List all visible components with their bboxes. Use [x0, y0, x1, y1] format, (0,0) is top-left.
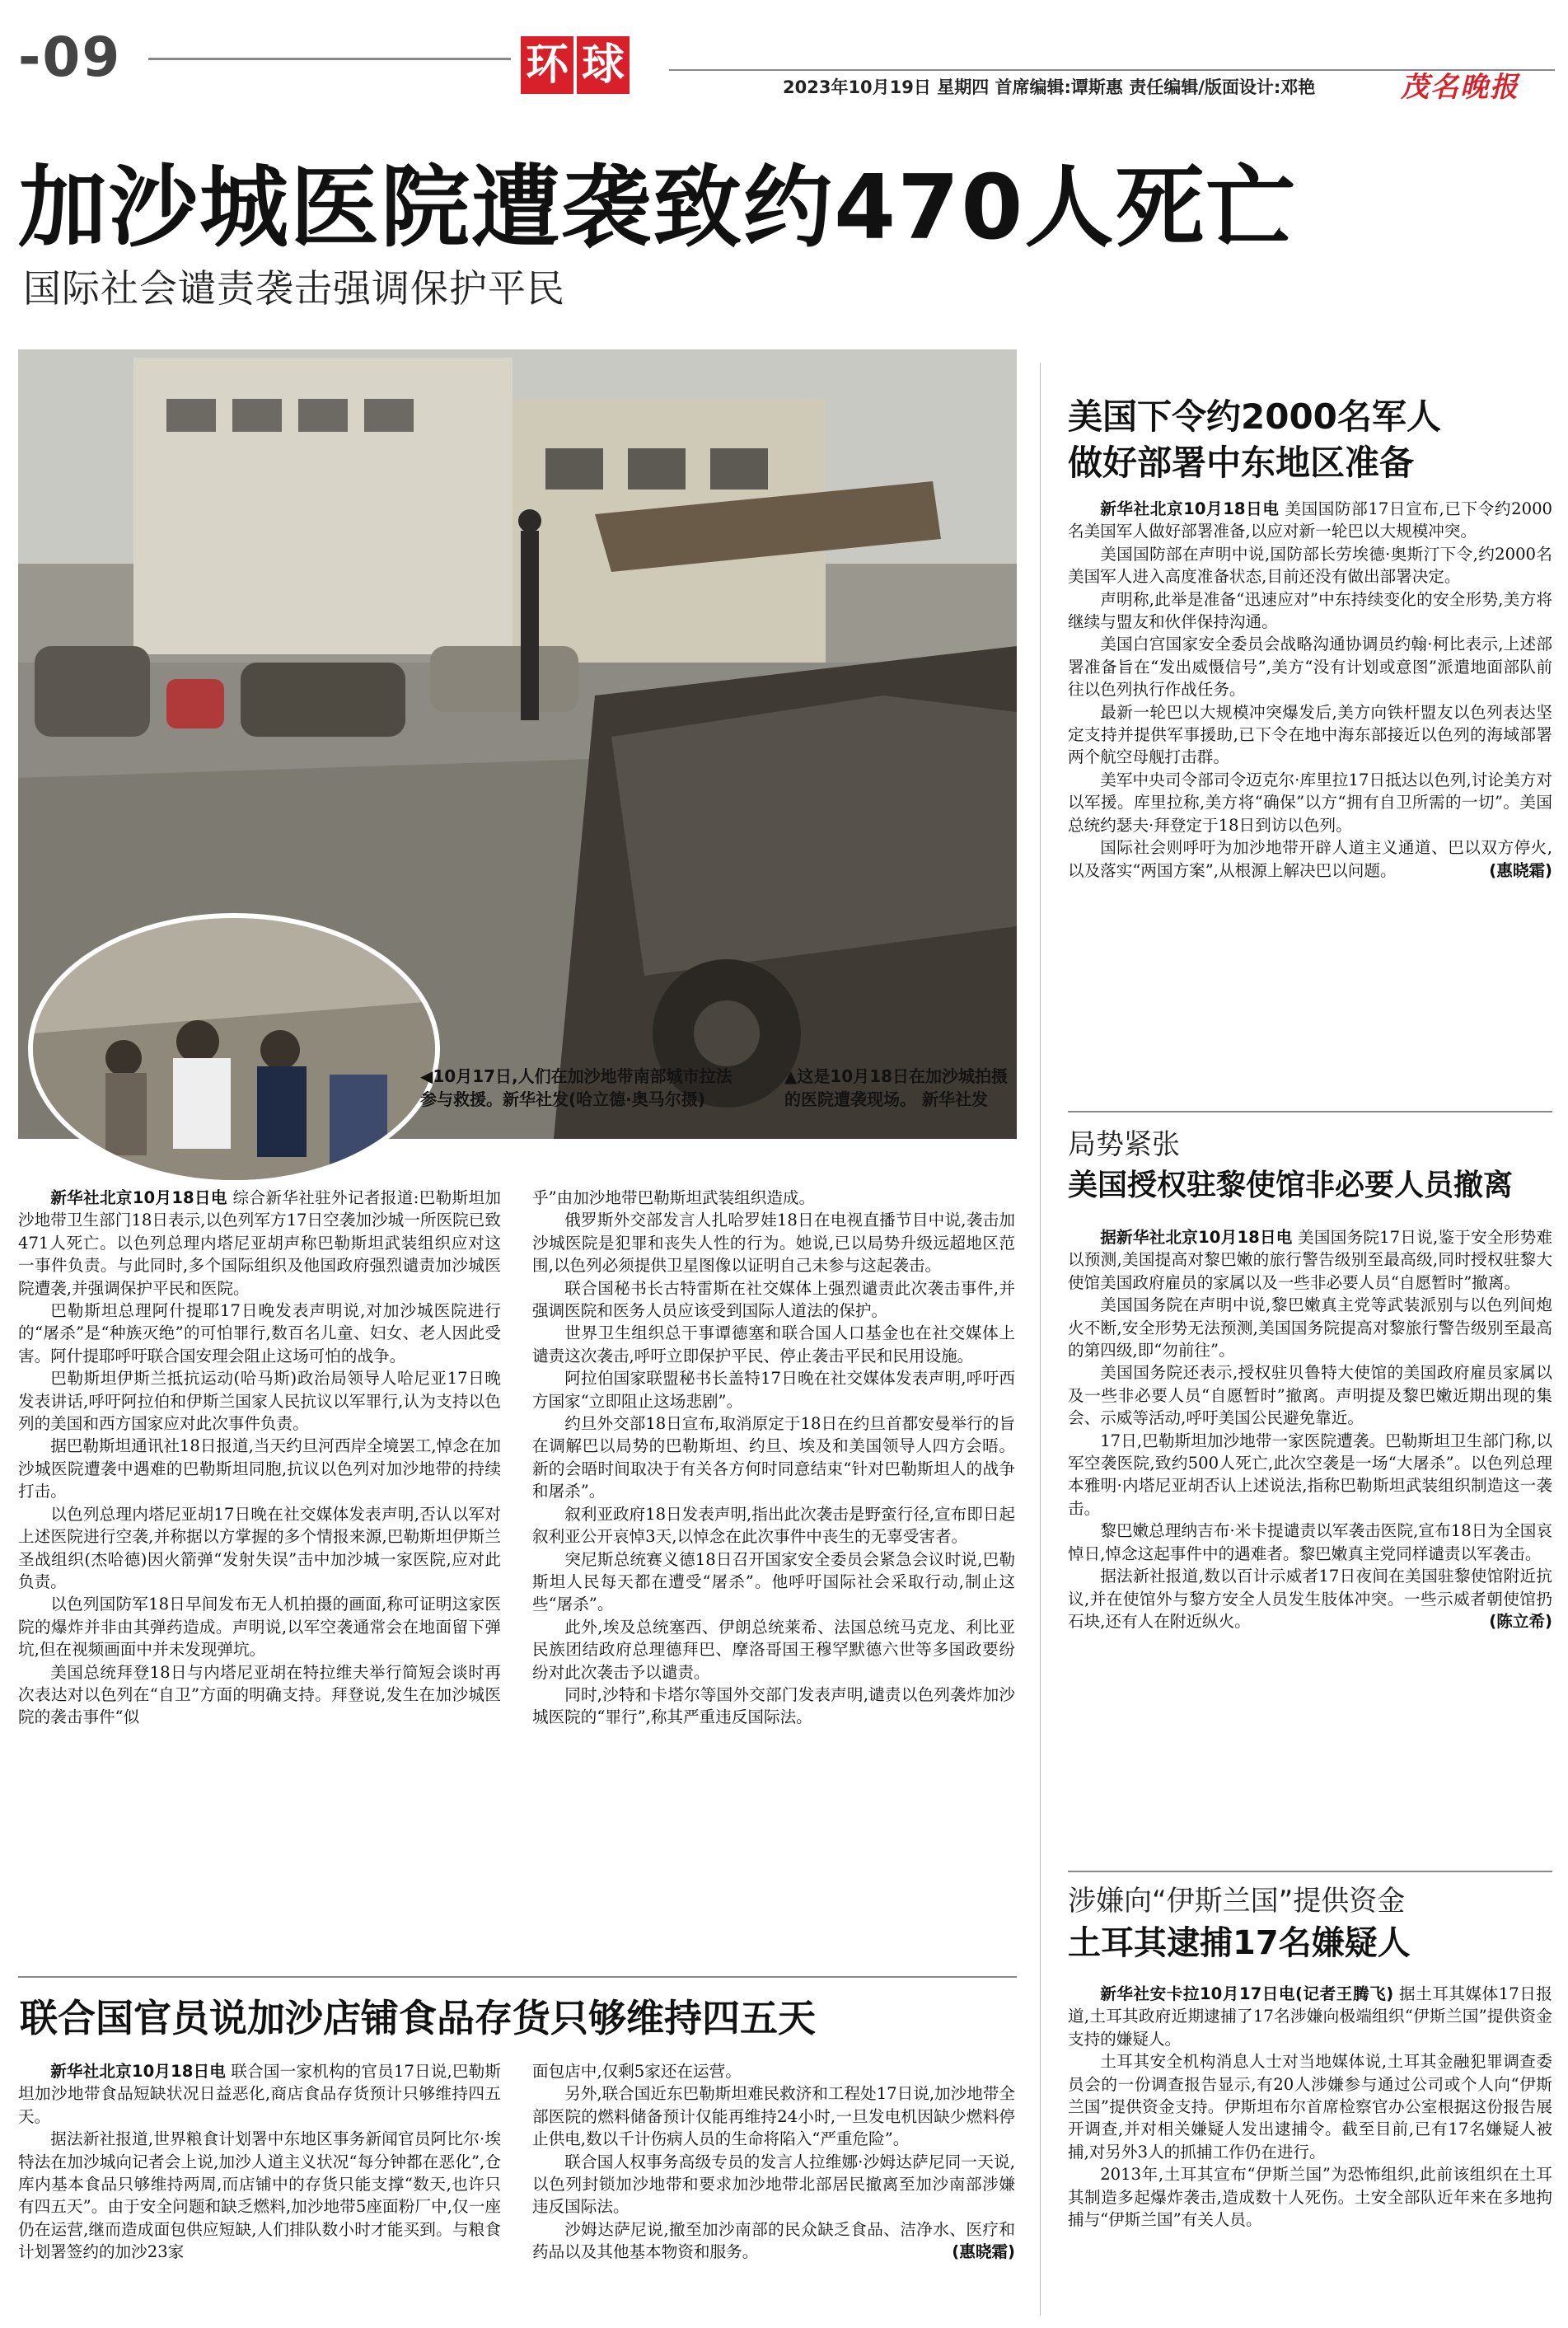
lead-col1-para: 据巴勒斯坦通讯社18日报道,当天约旦河西岸全境罢工,悼念在加沙城医院遭袭中遇难的巴勒斯坦同胞,抗议以色列对加沙地带的持续打击。 [18, 1436, 501, 1501]
lead-col2-para: 联合国秘书长古特雷斯在社交媒体上强烈谴责此次袭击事件,并强调医院和医务人员应该受到国际人道法的保护。 [532, 1278, 1015, 1321]
turkey-para: 土耳其安全机构消息人士对当地媒体说,土耳其金融犯罪调查委员会的一份调查报告显示,有20人涉嫌参与通过公司或个人向“伊斯兰国”提供资金支持。伊斯坦布尔首席检察官办公室根据这份报告展开调查,并对相关嫌疑人发出逮捕令。截至目前,已有17名嫌疑人被捕,对另外3人的抓捕工作仍在进行。 [1068, 2052, 1552, 2162]
us-troops-para: 新华社北京10月18日电 美国国防部17日宣布,已下令约2000名美国军人做好部署准备,以应对新一轮巴以大规模冲突。 [1068, 499, 1552, 541]
lead-col2-para: 此外,埃及总统塞西、伊朗总统莱希、法国总统马克龙、利比亚民族团结政府总理德拜巴、摩洛哥国王穆罕默德六世等多国政要纷纷对此次袭击予以谴责。 [532, 1617, 1015, 1682]
food-story-rule [18, 1976, 1017, 1978]
turkey-kicker: 涉嫌向“伊斯兰国”提供资金 [1068, 1885, 1406, 1918]
us-troops-headline [1068, 394, 1554, 486]
lead-col2-para: 叙利亚政府18日发表声明,指出此次袭击是野蛮行径,宣布即日起叙利亚公开哀悼3天,以悼念在此次事件中丧生的无辜受害者。 [532, 1504, 1015, 1547]
turkey-para: 2013年,土耳其宣布“伊斯兰国”为恐怖组织,此前该组织在土耳其制造多起爆炸袭击,造成数十人死伤。土安全部队近年来在多地拘捕与“伊斯兰国”有关人员。 [1068, 2165, 1552, 2230]
section-badge-2 [577, 36, 630, 94]
us-troops-para: 国际社会则呼吁为加沙地带开辟人道主义通道、巴以双方停火,以及落实“两国方案”,从根源上解决巴以问题。 (惠晓霜) [1068, 836, 1552, 882]
lebanon-para: 美国国务院还表示,授权驻贝鲁特大使馆的美国政府雇员家属以及一些非必要人员“自愿暂时”撤离。声明提及黎巴嫩近期出现的集会、示威等活动,呼吁美国公民避免靠近。 [1068, 1363, 1552, 1428]
lead-col1-para: 美国总统拜登18日与内塔尼亚胡在特拉维夫举行简短会谈时再次表达对以色列在“自卫”方面的明确支持。拜登说,发生在加沙城医院的袭击事件“似 [18, 1662, 501, 1727]
headline-line: 做好部署中东地区准备 [1068, 443, 1415, 483]
food-col2-para: 面包店中,仅剩5家还在运营。 [532, 2062, 742, 2081]
lead-headline: 加沙城医院遭袭致约470人死亡 [18, 157, 1297, 260]
lead-col2-para: 世界卫生组织总干事谭德塞和联合国人口基金也在社交媒体上谴责这次袭击,呼吁立即保护平民、停止袭击平民和民用设施。 [532, 1323, 1015, 1365]
lebanon-para: 美国国务院在声明中说,黎巴嫩真主党等武装派别与以色列间炮火不断,安全形势无法预测,美国国务院提高对黎旅行警告级别至最高的第四级,即“勿前往”。 [1068, 1295, 1552, 1361]
lebanon-para: 据新华社北京10月18日电 美国国务院17日说,鉴于安全形势难以预测,美国提高对黎巴嫩的旅行警告级别至最高级,同时授权驻黎大使馆美国政府雇员的家属以及一些非必要人员“自愿暂时”撤离。 [1068, 1228, 1552, 1292]
lebanon-kicker: 局势紧张 [1068, 1128, 1180, 1161]
caption-left: ◀10月17日,人们在加沙地带南部城市拉法参与救援。新华社发(哈立德·奥马尔摄) [420, 1066, 733, 1109]
lead-col1-para: 以色列总理内塔尼亚胡17日晚在社交媒体发表声明,否认以军对上述医院进行空袭,并称据以方掌握的多个情报来源,巴勒斯坦伊斯兰圣战组织(杰哈德)因火箭弹“发射失误”击中加沙城一家医院,应对此负责。 [18, 1504, 501, 1591]
lead-col2-para: 俄罗斯外交部发言人扎哈罗娃18日在电视直播节目中说,袭击加沙城医院是犯罪和丧失人性的行为。她说,已以局势升级远超地区范围,以色列必须提供卫星图像以证明自己未参与这起袭击。 [532, 1211, 1015, 1276]
us-troops-para: 美国白宫国家安全委员会战略沟通协调员约翰·柯比表示,上述部署准备旨在“发出威慑信号”,美方“没有计划或意图”派遣地面部队前往以色列执行作战任务。 [1068, 635, 1552, 700]
header-info: 2023年10月19日 星期四 首席编辑:谭斯惠 责任编辑/版面设计:邓艳 [783, 77, 1316, 97]
us-troops-para: 声明称,此举是准备“迅速应对”中东持续变化的安全形势,美方将继续与盟友和伙伴保持沟通。 [1068, 589, 1552, 632]
lead-col1-para: 巴勒斯坦总理阿什提耶17日晚发表声明说,对加沙城医院进行的“屠杀”是“种族灭绝”的可怕罪行,数百名儿童、妇女、老人因此受害。阿什提耶呼吁联合国安理会阻止这场可怕的战争。 [18, 1301, 501, 1365]
us-troops-para: 美国国防部在声明中说,国防部长劳埃德·奥斯汀下令,约2000名美国军人进入高度准备状态,目前还没有做出部署决定。 [1068, 544, 1552, 587]
us-troops-article [1068, 498, 1552, 1089]
byline: (惠晓霜) [1489, 860, 1552, 880]
food-col1-para: 新华社北京10月18日电 联合国一家机构的官员17日说,巴勒斯坦加沙地带食品短缺状况日益恶化,商店食品存货预计只够维持四五天。 [18, 2062, 501, 2126]
dateline: 新华社北京10月18日电 [1100, 499, 1280, 518]
lebanon-para: 17日,巴勒斯坦加沙地带一家医院遭袭。巴勒斯坦卫生部门称,以军空袭医院,致约500人死亡,此次空袭是一场“大屠杀”。以色列总理本雅明·内塔尼亚胡否认上述说法,指称巴勒斯坦武装组织制造这一袭击。 [1068, 1431, 1552, 1518]
food-headline: 联合国官员说加沙店铺食品存货只够维持四五天 [20, 1996, 816, 2040]
lead-subhead: 国际社会谴责袭击强调保护平民 [23, 266, 565, 311]
dateline: 新华社安卡拉10月17日电(记者王腾飞) [1100, 1984, 1394, 2003]
lead-col2-para: 阿拉伯国家联盟秘书长盖特17日晚在社交媒体发表声明,呼吁西方国家“立即阻止这场悲剧”。 [532, 1369, 1015, 1411]
byline: (陈立希) [1489, 1611, 1552, 1631]
turkey-headline: 土耳其逮捕17名嫌疑人 [1068, 1924, 1411, 1962]
us-troops-para: 最新一轮巴以大规模冲突爆发后,美方向铁杆盟友以色列表达坚定支持并提供军事援助,已下令在地中海东部接近以色列的海域部署两个航空母舰打击群。 [1068, 702, 1552, 767]
column-divider [1040, 363, 1041, 2316]
inset-photo [28, 913, 440, 1185]
section-char-2: 球 [581, 40, 625, 90]
lebanon-article [1068, 1226, 1552, 1862]
headline-line: 美国下令约2000名军人 [1068, 396, 1441, 437]
lead-col2-para: 乎”由加沙地带巴勒斯坦武装组织造成。 [532, 1188, 816, 1207]
food-col2-para: 另外,联合国近东巴勒斯坦难民救济和工程处17日说,加沙地带全部医院的燃料储备预计仅能再维持24小时,一旦发电机因缺少燃料停止供电,数以千计伤病人员的生命将陷入“严重危险”。 [532, 2084, 1015, 2149]
right-rule-1 [1068, 1111, 1552, 1112]
dateline: 新华社北京10月18日电 [50, 2062, 227, 2081]
food-article-col1 [18, 2060, 501, 2321]
section-badge-1 [521, 36, 573, 94]
right-rule-2 [1068, 1871, 1552, 1872]
lead-col2-para: 突尼斯总统赛义德18日召开国家安全委员会紧急会议时说,巴勒斯坦人民每天都在遭受“屠杀”。他呼吁国际社会采取行动,制止这些“屠杀”。 [532, 1549, 1015, 1614]
dateline: 据新华社北京10月18日电 [1100, 1228, 1293, 1247]
turkey-article [1068, 1983, 1552, 2321]
caption-right: ▲这是10月18日在加沙城拍摄的医院遭袭现场。 新华社发 [784, 1066, 1009, 1109]
lead-col2-para: 约旦外交部18日宣布,取消原定于18日在约旦首都安曼举行的旨在调解巴以局势的巴勒斯坦、约旦、埃及和美国领导人四方会晤。新的会晤时间取决于有关各方何时同意结束“针对巴勒斯坦人的战争和屠杀”。 [532, 1414, 1015, 1501]
food-col2-para: 联合国人权事务高级专员的发言人拉维娜·沙姆达萨尼同一天说,以色列封锁加沙地带和要求加沙地带北部居民撤离至加沙南部涉嫌违反国际法。 [532, 2152, 1015, 2217]
page-number: -09 [18, 26, 122, 89]
lead-article-col2 [532, 1187, 1015, 1946]
dateline: 新华社北京10月18日电 [50, 1188, 227, 1207]
inset-photo-illustration [33, 918, 440, 1185]
lead-col1-para: 巴勒斯坦伊斯兰抵抗运动(哈马斯)政治局领导人哈尼亚17日晚发表讲话,呼吁阿拉伯和伊斯兰国家人民抗议以军罪行,认为支持以色列的美国和西方国家应对此次事件负责。 [18, 1369, 501, 1434]
food-article-col2 [532, 2060, 1015, 2321]
lead-col1-para: 以色列国防军18日早间发布无人机拍摄的画面,称可证明这家医院的爆炸并非由其弹药造成。声明说,以军空袭通常会在地面留下弹坑,但在视频画面中并未发现弹坑。 [18, 1595, 501, 1660]
lebanon-para: 黎巴嫩总理纳吉布·米卡提谴责以军袭击医院,宣布18日为全国哀悼日,悼念这起事件中的遇难者。黎巴嫩真主党同样谴责以军袭击。 [1068, 1521, 1552, 1563]
lead-col2-para: 同时,沙特和卡塔尔等国外交部门发表声明,谴责以色列袭炸加沙城医院的“罪行”,称其严重违反国际法。 [532, 1684, 1015, 1727]
us-troops-para: 美军中央司令部司令迈克尔·库里拉17日抵达以色列,讨论美方对以军援。库里拉称,美方将“确保”以方“拥有自卫所需的一切”。美国总统约瑟夫·拜登定于18日到访以色列。 [1068, 770, 1552, 835]
turkey-para: 新华社安卡拉10月17日电(记者王腾飞) 据土耳其媒体17日报道,土耳其政府近期逮捕了17名涉嫌向极端组织“伊斯兰国”提供资金支持的嫌疑人。 [1068, 1984, 1552, 2049]
section-char-1: 环 [525, 40, 569, 90]
lebanon-para: 据法新社报道,数以百计示威者17日夜间在美国驻黎使馆附近抗议,并在使馆外与黎方安全人员发生肢体冲突。一些示威者朝使馆扔石块,还有人在附近纵火。 (陈立希) [1068, 1565, 1552, 1632]
paper-logo: 茂名晚报 [1401, 71, 1519, 104]
lead-col1-para: 新华社北京10月18日电 综合新华社驻外记者报道:巴勒斯坦加沙地带卫生部门18日表示,以色列军方17日空袭加沙城一所医院已致471人死亡。以色列总理内塔尼亚胡声称巴勒斯坦武装组织应对这一事件负责。与此同时,多个国际组织及他国政府强烈谴责加沙城医院遭袭,并强调保护平民和医院。 [18, 1188, 501, 1298]
lead-article-col1 [18, 1187, 501, 1946]
food-col1-para: 据法新社报道,世界粮食计划署中东地区事务新闻官员阿比尔·埃特法在加沙城向记者会上说,加沙人道主义状况“每分钟都在恶化”,仓库内基本食品只够维持两周,而店铺中的存货只能支撑“数天,也许只有四五天”。由于安全问题和缺乏燃料,加沙地带5座面粉厂中,仅一座仍在运营,继而造成面包供应短缺,人们排队数小时才能买到。与粮食计划署签约的加沙23家 [18, 2129, 501, 2262]
header-rule-left [148, 58, 511, 60]
food-col2-para: 沙姆达萨尼说,撤至加沙南部的民众缺乏食品、洁净水、医疗和药品以及其他基本物资和服务。 (惠晓霜) [532, 2218, 1015, 2264]
byline: (惠晓霜) [952, 2242, 1015, 2262]
lebanon-headline: 美国授权驻黎使馆非必要人员撤离 [1068, 1169, 1514, 1202]
